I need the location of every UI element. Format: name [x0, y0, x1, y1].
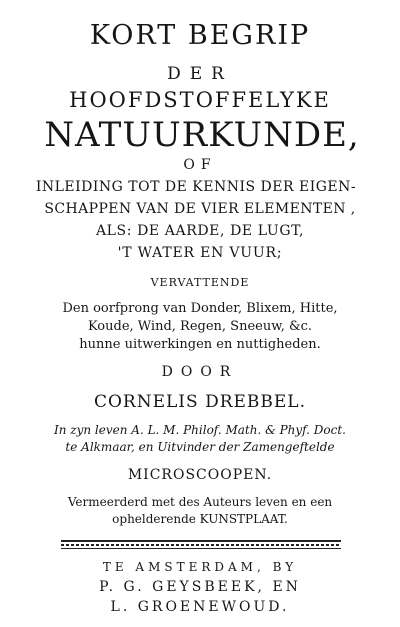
title-line-5: OF	[183, 157, 217, 173]
subtitle-line-3: ALS: DE AARDE, DE LUGT,	[95, 223, 305, 239]
imprint-line-1: TE AMSTERDAM, BY	[102, 560, 298, 574]
ornamental-rule	[61, 540, 341, 549]
contents-line-3: hunne uitwerkingen en nuttigheden.	[79, 337, 321, 352]
contents-line-2: Koude, Wind, Regen, Sneeuw, &c.	[87, 319, 313, 334]
title-line-4: NATUURKUNDE,	[44, 115, 360, 155]
subtitle-line-1: INLEIDING TOT DE KENNIS DER EIGEN-	[35, 179, 357, 195]
author-description-1: In zyn leven A. L. M. Philof. Math. & Phyf. Doct.	[54, 423, 346, 437]
title-line-1: KORT BEGRIP	[89, 20, 311, 51]
contents-heading: VERVATTENDE	[150, 276, 250, 289]
imprint-line-2: P. G. GEYSBEEK, EN	[99, 579, 301, 595]
title-line-3: HOOFDSTOFFELYKE	[69, 88, 331, 112]
title-line-2: DER	[167, 64, 233, 84]
author-by: DOOR	[161, 364, 239, 380]
author-invention: MICROSCOOPEN.	[127, 467, 273, 483]
subtitle-line-4: 'T WATER EN VUUR;	[117, 245, 283, 261]
subtitle-line-2: SCHAPPEN VAN DE VIER ELEMENTEN ,	[44, 201, 356, 217]
contents-line-1: Den oorfprong van Donder, Blixem, Hitte,	[62, 301, 338, 316]
edition-line-1: Vermeerderd met des Auteurs leven en een	[67, 495, 333, 509]
imprint-line-3: L. GROENEWOUD.	[110, 599, 290, 615]
author-name: CORNELIS DREBBEL.	[93, 392, 306, 412]
author-description-2: te Alkmaar, en Uitvinder der Zamengeftelde	[65, 440, 335, 454]
edition-line-2: ophelderende KUNSTPLAAT.	[112, 512, 288, 526]
